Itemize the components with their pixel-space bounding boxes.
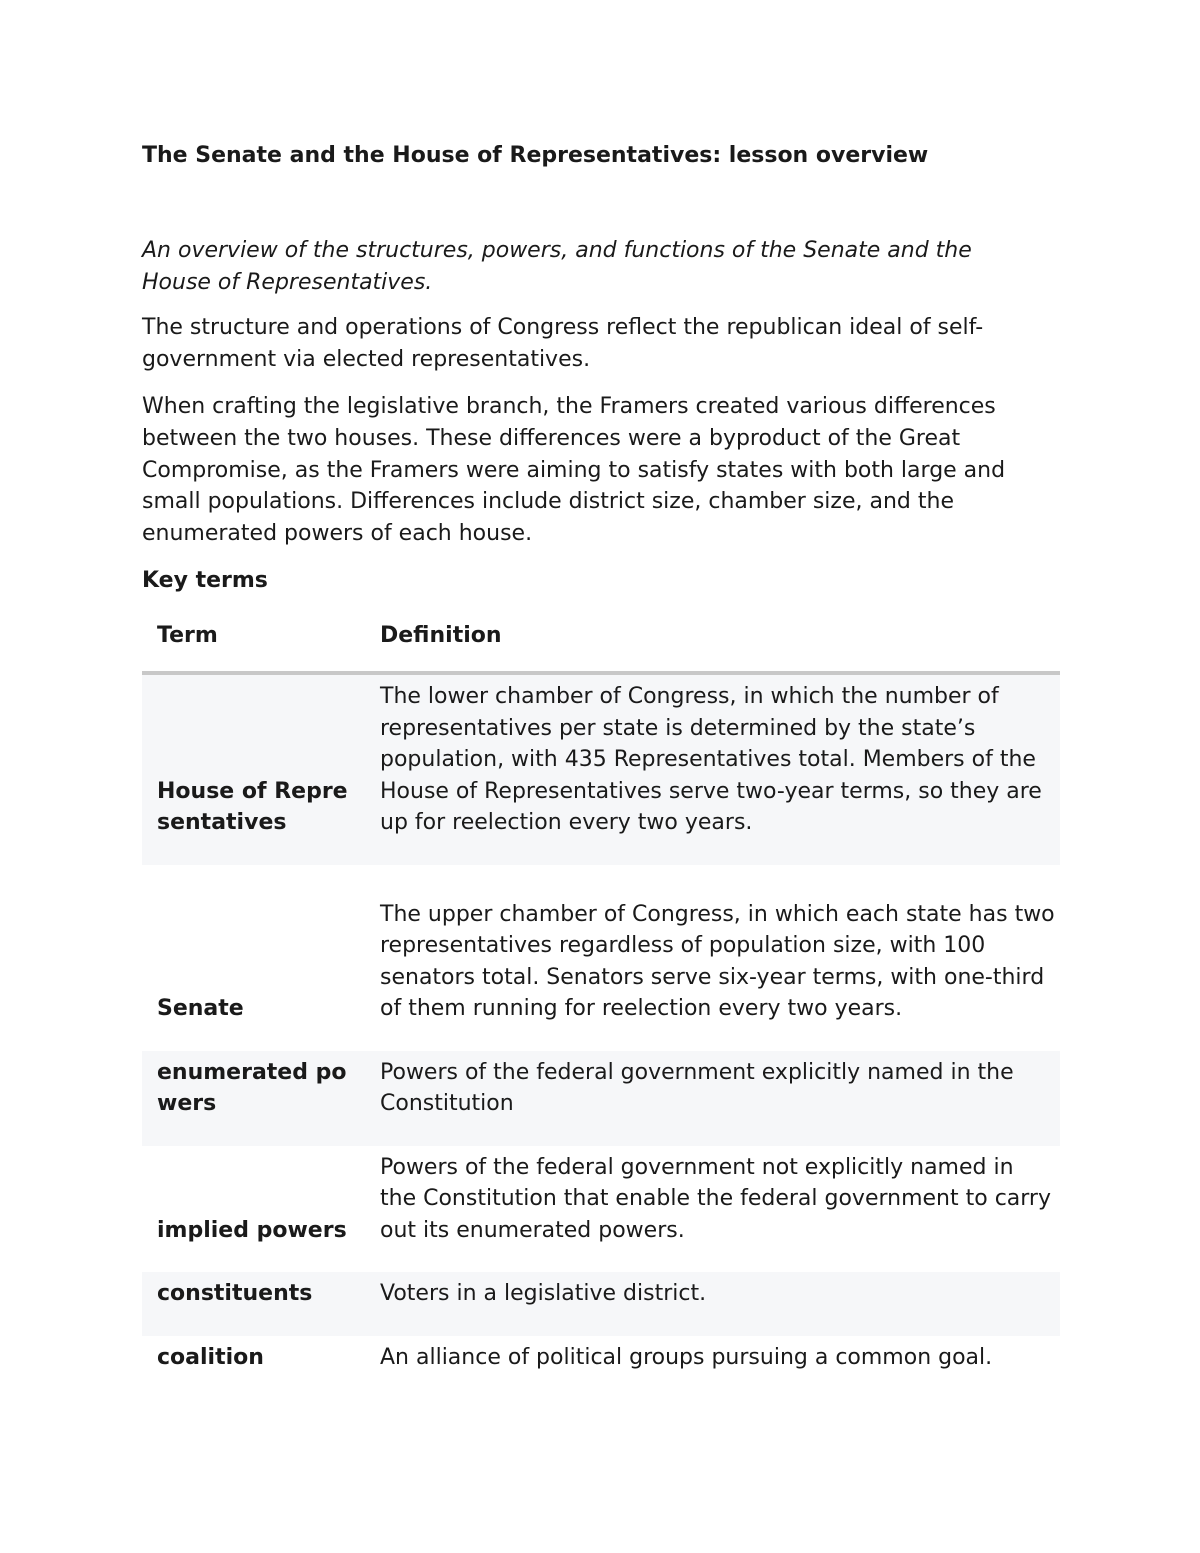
table-row — [142, 1146, 1060, 1273]
key-terms-heading: Key terms — [142, 568, 268, 593]
term-cell: Senate — [157, 996, 244, 1021]
document-subtitle: An overview of the structures, powers, and functions of the Senate and the House of Representatives. — [142, 238, 972, 295]
definition-column-header: Definition — [364, 610, 1060, 673]
term-cell: constituents — [142, 1272, 364, 1336]
term-cell: implied powers — [157, 1217, 347, 1243]
table-row — [142, 1336, 1060, 1400]
key-terms-table — [142, 610, 1060, 1399]
table-row — [142, 673, 1060, 865]
framers-paragraph: When crafting the legislative branch, the Framers created various differences between the two houses. These differences were a byproduct of the Great Compromise, as the Framers were aiming to satisfy states with both large and small populations. Differences include district size, chamber size, and the enumerated powers of each house. — [142, 394, 1006, 547]
table-row — [142, 1272, 1060, 1336]
intro-paragraph: The structure and operations of Congress reflect the republican ideal of self-government via elected representatives. — [142, 315, 984, 372]
table-header-row — [142, 610, 1060, 673]
definition-cell: Powers of the federal government not explicitly named in the Constitution that enable the federal government to carry out its enumerated powers. — [380, 1154, 1051, 1243]
term-column-header: Term — [142, 610, 364, 673]
term-cell: House of Representatives — [142, 673, 364, 865]
definition-cell: Powers of the federal government explicitly named in the Constitution — [364, 1051, 1060, 1146]
table-row — [142, 1051, 1060, 1146]
term-cell: enumerated powers — [142, 1051, 364, 1146]
document-title: The Senate and the House of Representatives: lesson overview — [142, 143, 929, 168]
definition-cell: An alliance of political groups pursuing a common goal. — [380, 1344, 993, 1370]
definition-cell: The upper chamber of Congress, in which each state has two representatives regardless of population size, with 100 senators total. Senators serve six-year terms, with one-third of them running for reelection every two years. — [380, 901, 1055, 1021]
definition-cell: Voters in a legislative district. — [364, 1272, 1060, 1336]
term-cell: coalition — [157, 1344, 264, 1370]
definition-cell: The lower chamber of Congress, in which the number of representatives per state is determined by the state’s population, with 435 Representatives total. Members of the House of Representatives serve two-year terms, so they are up for reelection every two years. — [364, 673, 1060, 865]
table-row — [142, 865, 1060, 1051]
